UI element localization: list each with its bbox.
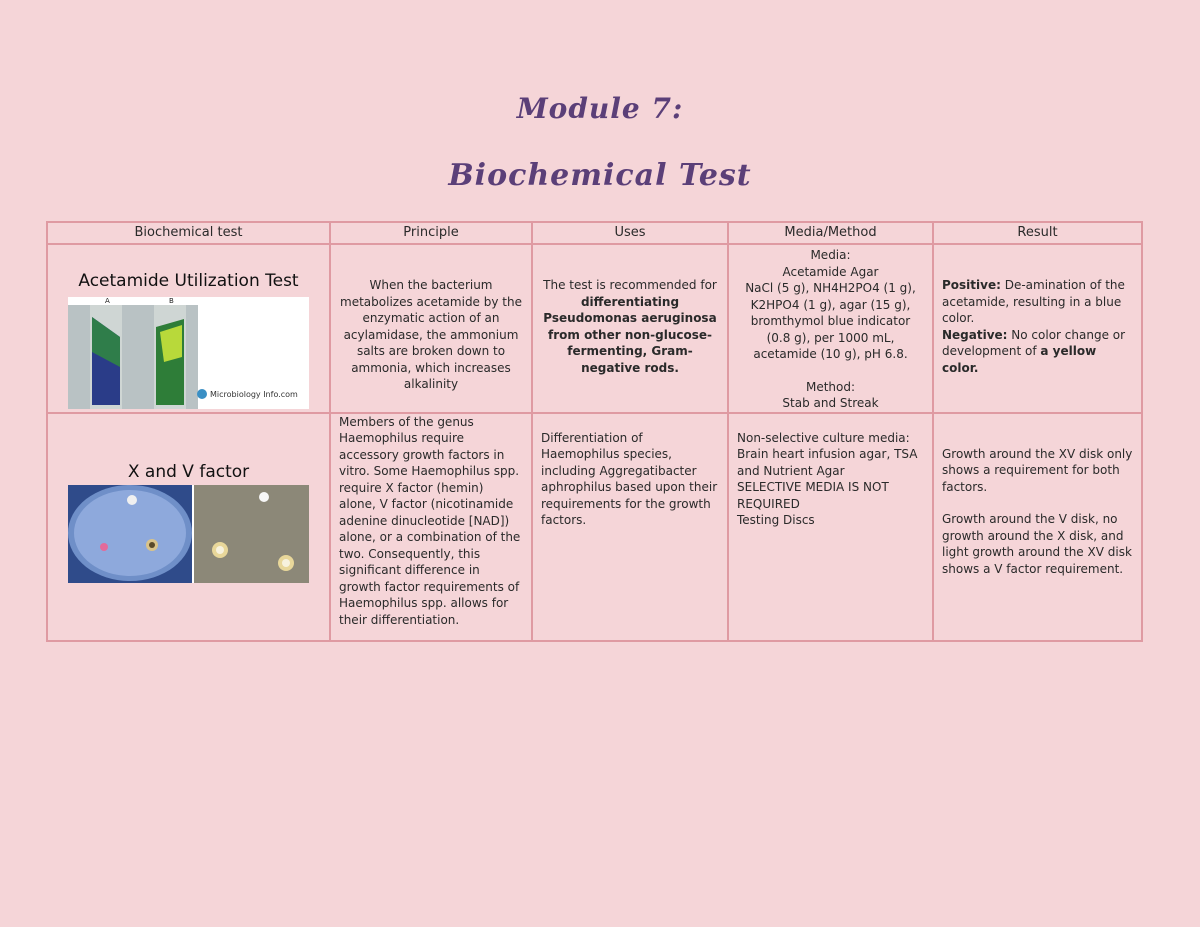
page-title-line2: Biochemical Test xyxy=(448,158,752,193)
media-method-cell xyxy=(728,244,933,413)
negative-text: No color change or development of xyxy=(942,327,1126,358)
media-line: Testing Discs xyxy=(737,513,815,527)
header-result: Result xyxy=(933,222,1142,244)
tube-label-a: A xyxy=(105,297,110,305)
result-cell xyxy=(933,413,1142,641)
media-line: Brain heart infusion agar, TSA and Nutrient Agar xyxy=(737,447,918,478)
uses-cell xyxy=(532,244,728,413)
principle-cell xyxy=(330,413,532,641)
result-paragraph: Growth around the XV disk only shows a requirement for both factors. xyxy=(942,446,1133,494)
result-negative xyxy=(942,327,1133,377)
negative-bold-text: a yellow color. xyxy=(942,344,1097,375)
uses-text-bold: differentiating Pseudomonas aeruginosa from other non-glucose-fermenting, Gram-negative rods. xyxy=(543,294,717,375)
table-header-row xyxy=(47,222,1142,244)
result-cell xyxy=(933,244,1142,413)
header-principle: Principle xyxy=(330,222,532,244)
media-line: Non-selective culture media: xyxy=(737,430,910,445)
image-credit: Microbiology Info.com xyxy=(210,390,298,399)
uses-cell xyxy=(532,413,728,641)
method-label: Method: xyxy=(805,379,856,394)
test-cell-x-v-factor xyxy=(47,413,330,641)
principle-text: Members of the genus Haemophilus require accessory growth factors in vitro. Some Haemophilus spp. require X factor (hemin) alone, V factor (nicotinamide adenine dinucleotide [NAD]) alone, or a combination of the two. Consequently, this significant difference in growth factor requirements of Haemophilus spp. allows for their differentiation. xyxy=(339,414,521,627)
header-uses: Uses xyxy=(532,222,728,244)
media-method-cell xyxy=(728,413,933,641)
table-row xyxy=(47,244,1142,413)
uses-text xyxy=(541,277,719,376)
media-line: NaCl (5 g), NH4H2PO4 (1 g), K2HPO4 (1 g), agar (15 g), bromthymol blue indicator (0.8 g), per 1000 mL, acetamide (10 g), pH 6.8. xyxy=(745,281,916,361)
test-cell-acetamide xyxy=(47,244,330,413)
positive-label: Positive: xyxy=(942,278,1001,292)
table-row xyxy=(47,413,1142,641)
acetamide-tubes-photo xyxy=(68,297,309,409)
positive-text: De-amination of the acetamide, resulting in a blue color. xyxy=(942,278,1125,325)
biochemical-test-table xyxy=(46,221,1143,642)
principle-text: When the bacterium metabolizes acetamide by the enzymatic action of an acylamidase, the ammonium salts are broken down to ammonia, which increases alkalinity xyxy=(340,278,522,391)
uses-text: Differentiation of Haemophilus species, including Aggregatibacter aphrophilus based upon their requirements for the growth factors. xyxy=(541,430,718,527)
principle-cell xyxy=(330,244,532,413)
test-name: X and V factor xyxy=(127,461,250,482)
tube-label-b: B xyxy=(169,297,174,305)
header-biochemical-test: Biochemical test xyxy=(47,222,330,244)
header-media-method: Media/Method xyxy=(728,222,933,244)
negative-label: Negative: xyxy=(942,327,1008,342)
uses-text-plain: The test is recommended for xyxy=(543,278,717,292)
media-line: Acetamide Agar xyxy=(782,264,879,279)
x-v-factor-plates-photo xyxy=(68,485,309,583)
media-label: Media: xyxy=(810,248,851,262)
media-line: SELECTIVE MEDIA IS NOT REQUIRED xyxy=(737,480,889,511)
microbiologyinfo-logo-icon xyxy=(197,389,207,399)
result-positive xyxy=(942,277,1133,327)
page-title-line1: Module 7: xyxy=(516,92,684,125)
result-paragraph: Growth around the V disk, no growth around the X disk, and light growth around the XV disk shows a V factor requirement. xyxy=(942,512,1132,576)
test-name: Acetamide Utilization Test xyxy=(78,271,299,291)
method-text: Stab and Streak xyxy=(782,396,879,410)
